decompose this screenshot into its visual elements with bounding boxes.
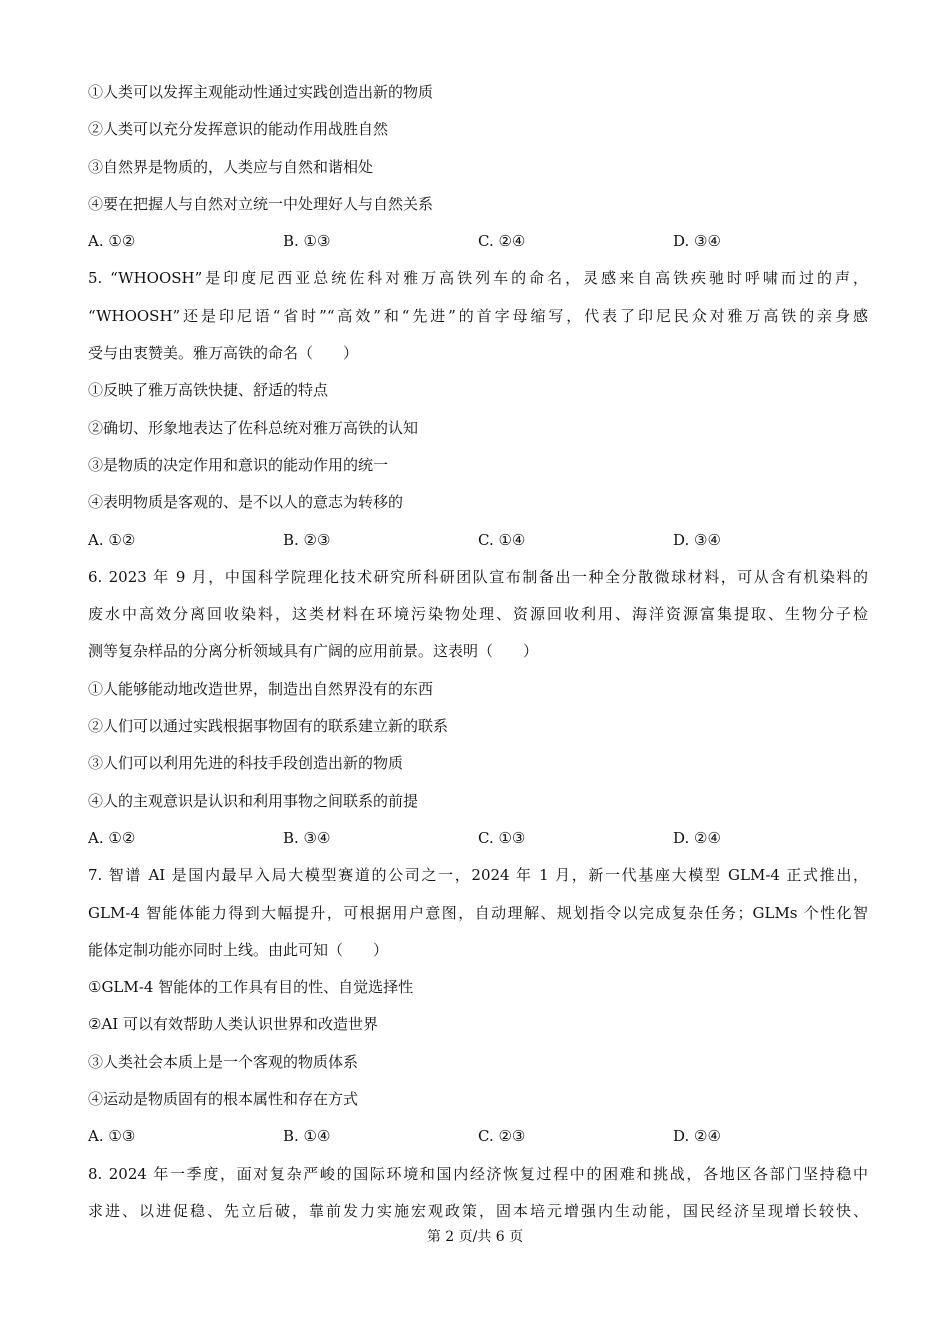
option-b: B. ①③	[283, 232, 331, 251]
statement-2: ②AI 可以有效帮助人类认识世界和改造世界	[88, 1015, 378, 1034]
option-b: B. ②③	[283, 530, 331, 549]
option-b: B. ③④	[283, 828, 331, 847]
statement-3: ③人们可以利用先进的科技手段创造出新的物质	[88, 754, 404, 773]
option-d: D. ③④	[673, 530, 721, 549]
question-7	[88, 861, 868, 1159]
option-c: C. ①③	[478, 828, 526, 847]
question-4	[88, 78, 868, 264]
statement-2: ②人类可以充分发挥意识的能动作用战胜自然	[88, 120, 389, 139]
question-6	[88, 563, 868, 861]
question-stem-line: 7. 智谱 AI 是国内最早入局大模型赛道的公司之一，2024 年 1 月，新一代基座大模型 GLM-4 正式推出，	[88, 866, 868, 885]
statement-4: ④要在把握人与自然对立统一中处理好人与自然关系	[88, 194, 434, 213]
question-stem-line: 8. 2024 年一季度，面对复杂严峻的国际环境和国内经济恢复过程中的困难和挑战，各地区各部门坚持稳中	[88, 1164, 868, 1183]
question-stem-line: 废水中高效分离回收染料，这类材料在环境污染物处理、资源回收利用、海洋资源富集提取、生物分子检	[88, 605, 868, 624]
statement-1: ①GLM-4 智能体的工作具有目的性、自觉选择性	[88, 978, 414, 997]
answer-options	[88, 1122, 868, 1159]
answer-options	[88, 526, 868, 563]
answer-options	[88, 824, 868, 861]
question-stem-line: 求进、以进促稳、先立后破，靠前发力实施宏观政策，固本培元增强内生动能，国民经济呈现增长较快、	[88, 1201, 868, 1220]
statement-3: ③自然界是物质的，人类应与自然和谐相处	[88, 157, 374, 176]
question-stem-line: “WHOOSH”还是印尼语“省时”“高效”和“先进”的首字母缩写，代表了印尼民众对雅万高铁的亲身感	[88, 306, 868, 325]
option-a: A. ①②	[88, 828, 136, 847]
option-a: A. ①③	[88, 1127, 136, 1146]
question-8	[88, 1160, 868, 1235]
question-stem-line: 6. 2023 年 9 月，中国科学院理化技术研究所科研团队宣布制备出一种全分散微球材料，可从含有机染料的	[88, 567, 868, 586]
question-stem-line: 测等复杂样品的分离分析领域具有广阔的应用前景。这表明（ ）	[88, 642, 539, 661]
option-c: C. ①④	[478, 530, 526, 549]
answer-options	[88, 227, 868, 264]
page-content	[88, 78, 868, 1234]
statement-2: ②人们可以通过实践根据事物固有的联系建立新的联系	[88, 717, 449, 736]
option-d: D. ②④	[673, 828, 721, 847]
option-c: C. ②③	[478, 1127, 526, 1146]
statement-1: ①反映了雅万高铁快捷、舒适的特点	[88, 381, 329, 400]
statement-3: ③是物质的决定作用和意识的能动作用的统一	[88, 455, 389, 474]
option-c: C. ②④	[478, 232, 526, 251]
statement-4: ④表明物质是客观的、是不以人的意志为转移的	[88, 493, 404, 512]
statement-2: ②确切、形象地表达了佐科总统对雅万高铁的认知	[88, 418, 419, 437]
question-stem-line: 受与由衷赞美。雅万高铁的命名（ ）	[88, 344, 359, 363]
option-a: A. ①②	[88, 530, 136, 549]
statement-1: ①人能够能动地改造世界，制造出自然界没有的东西	[88, 679, 434, 698]
statement-3: ③人类社会本质上是一个客观的物质体系	[88, 1052, 359, 1071]
question-5	[88, 264, 868, 562]
option-d: D. ③④	[673, 232, 721, 251]
question-stem-line: GLM-4 智能体能力得到大幅提升，可根据用户意图，自动理解、规划指令以完成复杂任务；GLMs 个性化智	[88, 903, 868, 922]
option-a: A. ①②	[88, 232, 136, 251]
option-d: D. ②④	[673, 1127, 721, 1146]
statement-4: ④运动是物质固有的根本属性和存在方式	[88, 1090, 359, 1109]
question-stem-line: 5. “WHOOSH”是印度尼西亚总统佐科对雅万高铁列车的命名，灵感来自高铁疾驰时呼啸而过的声，	[88, 269, 868, 288]
statement-1: ①人类可以发挥主观能动性通过实践创造出新的物质	[88, 83, 434, 101]
option-b: B. ①④	[283, 1127, 331, 1146]
question-stem-line: 能体定制功能亦同时上线。由此可知（ ）	[88, 940, 389, 959]
statement-4: ④人的主观意识是认识和利用事物之间联系的前提	[88, 791, 419, 810]
page-number: 第 2 页/共 6 页	[426, 1229, 524, 1245]
